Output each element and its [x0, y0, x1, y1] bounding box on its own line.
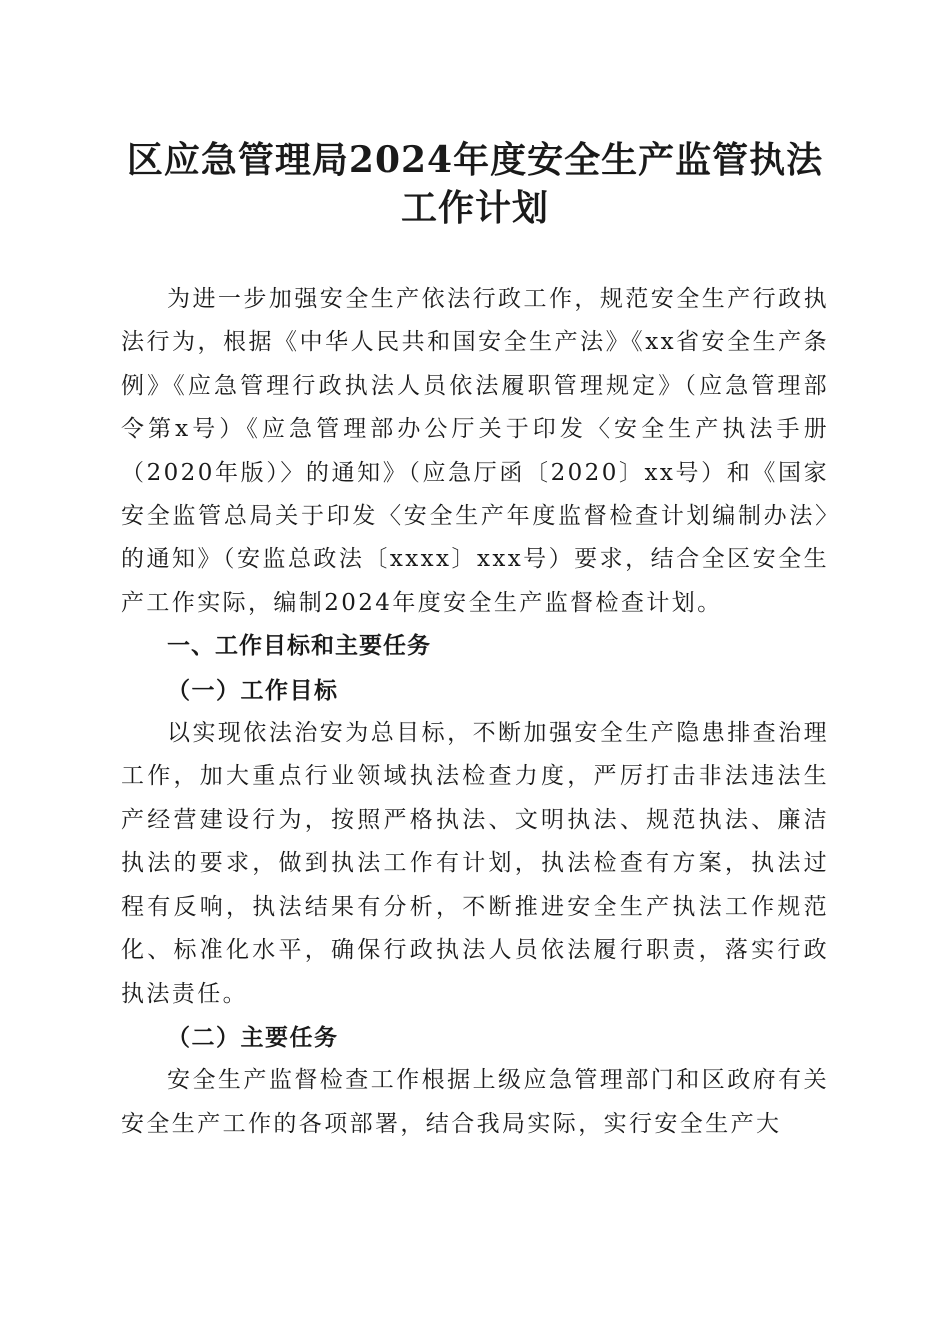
- tasks-paragraph: 安全生产监督检查工作根据上级应急管理部门和区政府有关安全生产工作的各项部署，结合我局实际，实行安全生产大: [121, 1067, 829, 1137]
- document-page: [121, 0, 829, 1344]
- section-heading-goals-tasks: 一、工作目标和主要任务: [167, 633, 431, 660]
- intro-paragraph: 为进一步加强安全生产依法行政工作，规范安全生产行政执法行为，根据《中华人民共和国安全生产法》《xx省安全生产条例》《应急管理行政执法人员依法履职管理规定》（应急管理部令第x号）《应急管理部办公厅关于印发〈安全生产执法手册（2020年版）〉的通知》（应急厅函〔2020〕xx号）和《国家安全监管总局关于印发〈安全生产年度监督检查计划编制办法〉的通知》（安监总政法〔xxxx〕xxx号）要求，结合全区安全生产工作实际，编制2024年度安全生产监督检查计划。: [121, 286, 829, 616]
- document-body: [121, 278, 829, 1146]
- goals-paragraph: 以实现依法治安为总目标，不断加强安全生产隐患排查治理工作，加大重点行业领域执法检查力度，严厉打击非法违法生产经营建设行为，按照严格执法、文明执法、规范执法、廉洁执法的要求，做到执法工作有计划，执法检查有方案，执法过程有反响，执法结果有分析，不断推进安全生产执法工作规范化、标准化水平，确保行政执法人员依法履行职责，落实行政执法责任。: [121, 720, 829, 1007]
- document-title: 区应急管理局2024年度安全生产监管执法工作计划: [126, 139, 824, 229]
- subsection-heading-tasks: （二）主要任务: [167, 1023, 339, 1051]
- subsection-heading-goals: （一）工作目标: [167, 676, 339, 704]
